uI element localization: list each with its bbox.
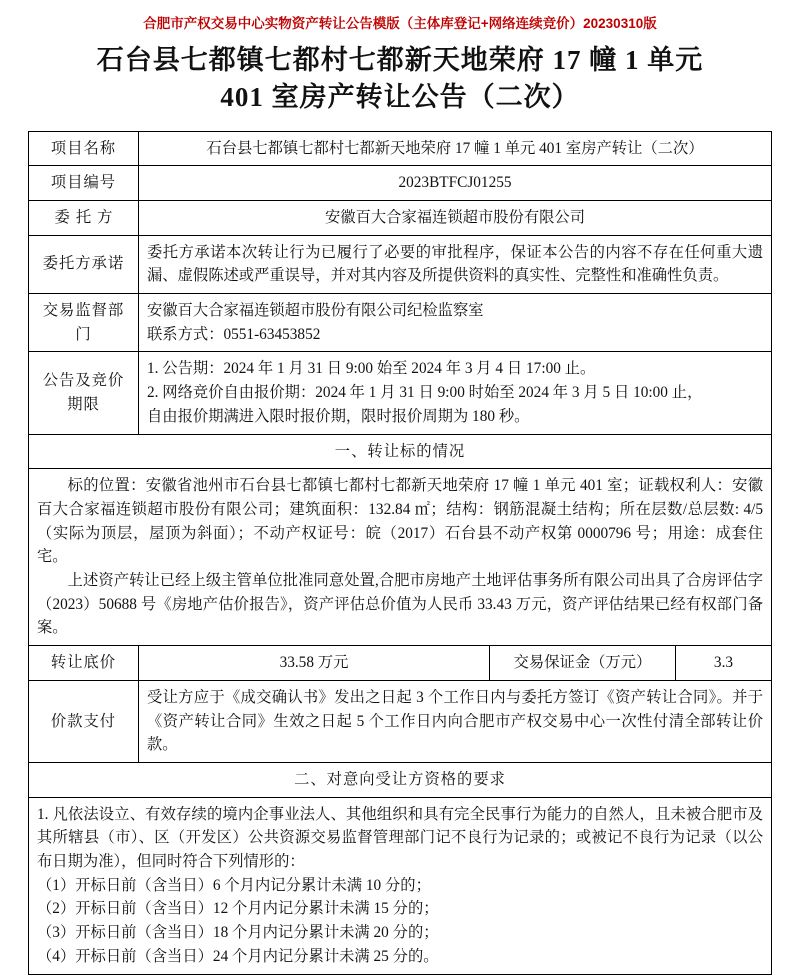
period-announcement: 1. 公告期：2024 年 1 月 31 日 9:00 始至 2024 年 3 月 4 日 17:00 止。 (147, 360, 596, 378)
table-row-project-name (29, 131, 772, 166)
table-row-qualification (29, 797, 772, 974)
table-row-commitment (29, 235, 772, 293)
payment-label: 价款支付 (29, 680, 139, 762)
table-row-period (29, 352, 772, 434)
table-row-project-code (29, 166, 772, 201)
qualification-item-2: （2）开标日前（含当日）12 个月内记分累计未满 15 分的； (37, 900, 439, 918)
supervisor-dept: 安徽百大合家福连锁超市股份有限公司纪检监察室 (147, 302, 484, 320)
qualification-item-4: （4）开标日前（含当日）24 个月内记分累计未满 25 分的。 (37, 947, 439, 965)
table-row-client (29, 200, 772, 235)
commitment-value: 委托方承诺本次转让行为已履行了必要的审批程序，保证本公告的内容不存在任何重大遗漏、虚假陈述或严重误导，并对其内容及所提供资料的真实性、完整性和准确性负责。 (139, 235, 772, 293)
page-title (28, 42, 772, 117)
period-label: 公告及竞价期限 (29, 352, 139, 434)
client-label: 委托方 (29, 200, 139, 235)
client-value: 安徽百大合家福连锁超市股份有限公司 (139, 200, 772, 235)
deposit-label: 交易保证金（万元） (489, 646, 675, 681)
template-version-note: 合肥市产权交易中心实物资产转让公告模版（主体库登记+网络连续竞价）20230310版 (143, 16, 657, 31)
period-bidding-2: 自由报价期满进入限时报价期，限时报价周期为 180 秒。 (147, 407, 530, 425)
qualification-item-1: （1）开标日前（含当日）6 个月内记分累计未满 10 分的； (37, 876, 431, 894)
period-value (139, 352, 772, 434)
qualification-intro: 1. 凡依法设立、有效存续的境内企事业法人、其他组织和具有完全民事行为能力的自然人，且未被合肥市及其所辖县（市）、区（开发区）公共资源交易监督管理部门记不良行为记录的；或被记不良行为记录（以公布日期为准），但同时符合下列情形的： (37, 805, 763, 871)
payment-value: 受让方应于《成交确认书》发出之日起 3 个工作日内与委托方签订《资产转让合同》。并于《资产转让合同》生效之日起 5 个工作日内向合肥市产权交易中心一次性付清全部转让价款。 (139, 680, 772, 762)
page-title-line-1: 石台县七都镇七都村七都新天地荣府 17 幢 1 单元 (96, 45, 704, 75)
table-row-supervisor (29, 294, 772, 352)
asset-location-paragraph: 标的位置：安徽省池州市石台县七都镇七都村七都新天地荣府 17 幢 1 单元 401 室；证载权利人：安徽百大合家福连锁超市股份有限公司；建筑面积：132.84 ㎡；结构：钢筋混凝土结构；所在层数/总层数: 4/5（实际为顶层，屋顶为斜面）；不动产权证号：皖（2017）石台县不动产权第 0000796 号；用途：成套住宅。 (37, 477, 763, 566)
table-row-asset-details (29, 469, 772, 646)
qualification-requirements (29, 797, 772, 974)
asset-appraisal-paragraph: 上述资产转让已经上级主管单位批准同意处置,合肥市房地产土地评估事务所有限公司出具了合房评估字（2023）50688 号《房地产估价报告》，资产评估总价值为人民币 33.43 万元，资产评估结果已经有权部门备案。 (37, 572, 763, 637)
deposit-value: 3.3 (675, 646, 771, 681)
table-row-section2-head (29, 762, 772, 797)
project-name-value: 石台县七都镇七都村七都新天地荣府 17 幢 1 单元 401 室房产转让（二次） (139, 131, 772, 166)
supervisor-contact: 联系方式：0551-63453852 (147, 325, 321, 343)
commitment-label: 委托方承诺 (29, 235, 139, 293)
asset-details (29, 469, 772, 646)
table-row-price (29, 646, 772, 681)
page-title-line-2: 401 室房产转让公告（二次） (220, 82, 580, 113)
table-row-section1-head (29, 434, 772, 469)
period-bidding-1: 2. 网络竞价自由报价期：2024 年 1 月 31 日 9:00 时始至 2024 年 3 月 5 日 10:00 止， (147, 384, 703, 402)
section-1-heading: 一、转让标的情况 (29, 434, 772, 469)
supervisor-value (139, 294, 772, 352)
base-price-value: 33.58 万元 (139, 646, 490, 681)
project-code-label: 项目编号 (29, 166, 139, 201)
project-name-label: 项目名称 (29, 131, 139, 166)
qualification-item-3: （3）开标日前（含当日）18 个月内记分累计未满 20 分的； (37, 924, 439, 942)
table-row-payment (29, 680, 772, 762)
project-code-value: 2023BTFCJ01255 (139, 166, 772, 201)
section-2-heading: 二、对意向受让方资格的要求 (29, 762, 772, 797)
supervisor-label: 交易监督部门 (29, 294, 139, 352)
announcement-table (28, 131, 772, 975)
base-price-label: 转让底价 (29, 646, 139, 681)
